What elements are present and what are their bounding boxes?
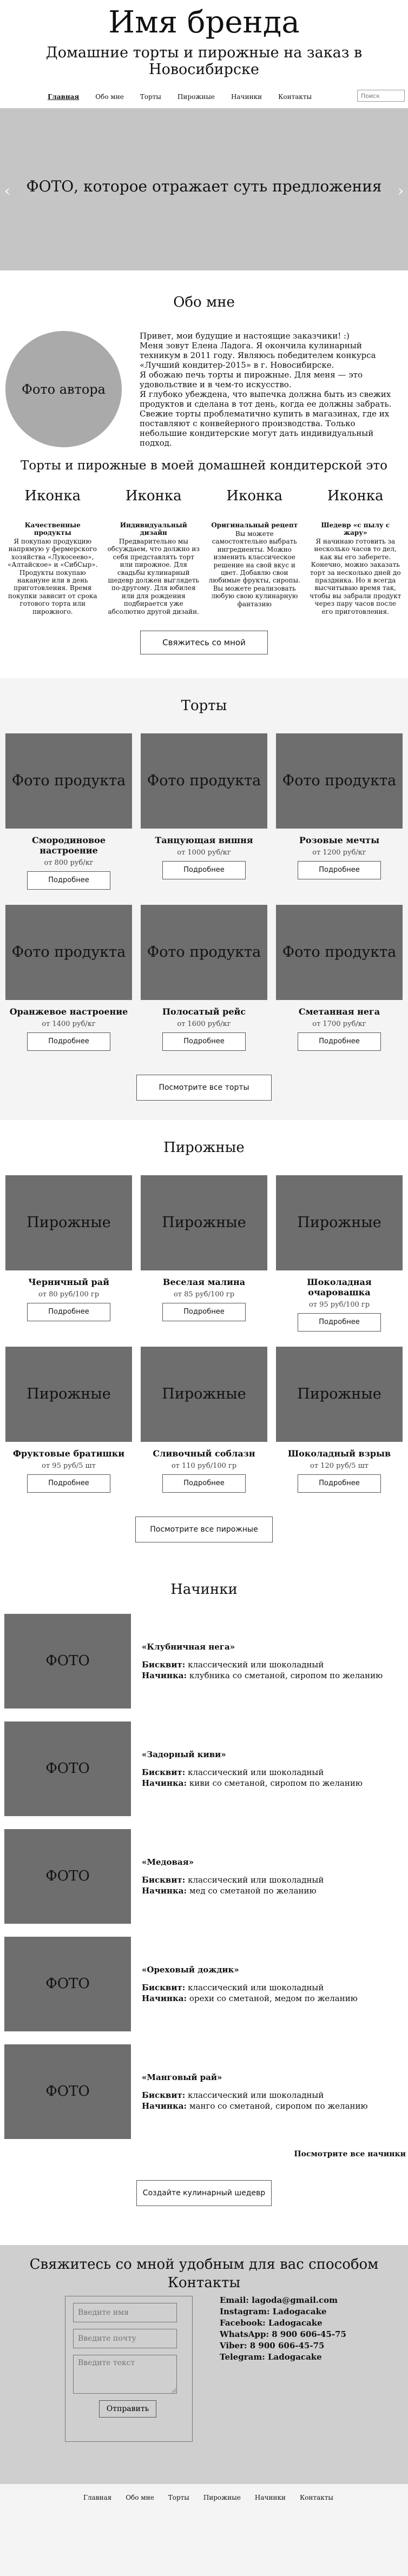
product-price: от 1000 руб/кг: [177, 848, 231, 857]
product-image[interactable]: Пирожные: [276, 1175, 403, 1270]
site-header: [0, 0, 408, 108]
biscuit-label: Бисквит:: [142, 1983, 186, 1993]
filling-value: клубника со сметаной, сиропом по желанию: [189, 1670, 383, 1680]
benefit-heading: Качественные продукты: [24, 521, 81, 537]
product-card: [276, 1175, 403, 1332]
pies-title: Пирожные: [163, 1139, 245, 1156]
filling-name: «Манговый рай»: [142, 2072, 222, 2082]
product-card: [276, 905, 403, 1051]
about-paragraph: Я обожаю печь торты и пирожные. Для меня — это удовольствие и в чем-то искусство.: [140, 370, 363, 389]
filling-label: Начинка:: [142, 1993, 187, 2003]
benefit-heading: Оригинальный рецепт: [211, 521, 298, 529]
filling-image: ФОТО: [4, 1829, 131, 1924]
biscuit-value: классический или шоколадный: [188, 1767, 324, 1778]
nav-link-contacts[interactable]: Контакты: [278, 93, 312, 101]
product-card: [5, 1175, 132, 1332]
product-card: [5, 905, 132, 1051]
site-footer: [0, 2484, 408, 2576]
product-price: от 110 руб/100 гр: [171, 1461, 237, 1470]
biscuit-label: Бисквит:: [142, 2090, 186, 2101]
filling-value: орехи со сметаной, медом по желанию: [189, 1993, 358, 2003]
filling-value: мед со сметаной по желанию: [189, 1885, 317, 1896]
filling-image: ФОТО: [4, 1614, 131, 1708]
product-card: [141, 905, 267, 1051]
footer-link-fillings[interactable]: Начинки: [254, 2493, 286, 2501]
benefits-section: [0, 459, 408, 654]
product-name: Розовые мечты: [299, 835, 380, 845]
main-nav: [0, 87, 408, 108]
details-button[interactable]: Подробнее: [298, 861, 381, 879]
product-price: от 120 руб/5 шт: [310, 1461, 368, 1470]
slider-prev-arrow-icon[interactable]: ‹: [4, 182, 11, 200]
benefit-item: [103, 488, 205, 615]
contact-me-button[interactable]: Свяжитесь со мной: [140, 631, 268, 654]
benefit-description: Я начинаю готовить за несколько часов то дел, как вы его заберете. Конечно, можно заказать торт за несколько дней до праздника. Но я всегда высчитываю время так, чтобы вы забрали продукт через пару часов после его приготовления.: [310, 538, 402, 615]
filling-value: киви со сметаной, сиропом по желанию: [189, 1778, 363, 1788]
product-name: Фруктовые братишки: [12, 1448, 125, 1459]
contact-email[interactable]: Email: lagoda@gmail.com: [220, 2295, 338, 2305]
details-button[interactable]: Подробнее: [298, 1313, 381, 1332]
product-name: Оранжевое настроение: [9, 1006, 128, 1017]
details-button[interactable]: Подробнее: [27, 871, 110, 890]
slider-caption: ФОТО, которое отражает суть предложения: [26, 177, 382, 195]
product-card: [141, 1347, 267, 1493]
product-name: Полосатый рейс: [162, 1006, 246, 1017]
contact-telegram[interactable]: Telegram: Ladogacake: [220, 2352, 322, 2362]
send-button[interactable]: Отправить: [99, 2400, 156, 2418]
contact-facebook[interactable]: Facebook: Ladogacake: [220, 2317, 323, 2328]
filling-item: [0, 1614, 408, 1708]
contacts-subtitle: Свяжитесь со мной удобным для вас способом: [29, 2256, 379, 2273]
tagline: Домашние торты и пирожные на заказ в Новосибирске: [45, 44, 363, 78]
product-image[interactable]: Пирожные: [5, 1175, 132, 1270]
filling-item: [0, 1937, 408, 2031]
filling-label: Начинка:: [142, 2101, 187, 2111]
product-price: от 1200 руб/кг: [312, 848, 366, 857]
product-image[interactable]: Фото продукта: [276, 733, 403, 829]
product-card: [276, 1347, 403, 1493]
filling-item: [0, 1721, 408, 1816]
contact-instagram[interactable]: Instagram: Ladogacake: [220, 2306, 327, 2316]
filling-name: «Медовая»: [142, 1857, 194, 1867]
filling-image: ФОТО: [4, 1721, 131, 1816]
filling-item: [0, 1829, 408, 1924]
product-image[interactable]: Фото продукта: [276, 905, 403, 1000]
contacts-title: [0, 2256, 408, 2293]
product-name: Сметанная нега: [298, 1006, 380, 1017]
product-image[interactable]: Фото продукта: [141, 905, 267, 1000]
filling-name: «Клубничная нега»: [142, 1641, 235, 1652]
fillings-section: [0, 1562, 408, 2226]
filling-label: Начинка:: [142, 1670, 187, 1680]
benefit-item: [305, 488, 406, 615]
benefit-heading: Индивидуальный дизайн: [120, 521, 187, 537]
product-card: [141, 1175, 267, 1332]
product-price: от 85 руб/100 гр: [173, 1290, 235, 1299]
filling-name: «Задорный киви»: [142, 1749, 226, 1759]
product-price: от 95 руб/100 гр: [308, 1300, 370, 1309]
search-input[interactable]: [357, 90, 405, 102]
nav-link-home[interactable]: Главная: [48, 93, 80, 101]
benefit-description: Я покупаю продукцию напрямую у фермерского хозяйства «Лукосеево», «Алтайское» и «СибСыр». Продукты покупаю накануне или в день приготовления. Время покупки зависит от срока готового торта или пирожного.: [7, 538, 98, 615]
biscuit-label: Бисквит:: [142, 1875, 186, 1885]
product-image[interactable]: Фото продукта: [141, 733, 267, 829]
product-image[interactable]: Фото продукта: [5, 905, 132, 1000]
contact-list: [220, 2295, 346, 2363]
cakes-title: Торты: [181, 697, 227, 714]
details-button[interactable]: Подробнее: [27, 1032, 110, 1051]
product-price: от 80 руб/100 гр: [38, 1290, 100, 1299]
contacts-heading: Контакты: [167, 2274, 241, 2291]
biscuit-label: Бисквит:: [142, 1767, 186, 1778]
filling-image: ФОТО: [4, 1937, 131, 2031]
product-card: [276, 733, 403, 890]
fillings-title: Начинки: [170, 1581, 238, 1598]
benefits-title: Торты и пирожные в моей домашней кондитерской это: [21, 459, 387, 473]
product-name: Шоколадная очаровашка: [307, 1276, 372, 1297]
details-button[interactable]: Подробнее: [298, 1032, 381, 1051]
product-price: от 95 руб/5 шт: [42, 1461, 96, 1470]
about-section: [0, 270, 408, 448]
benefit-description: Предварительно мы обсуждаем, что должно из себя представлять торт или пирожное. Для свадьбы кулинарный шедевр должен выглядеть по-другому. Для юбилея или для рождения подбирается уже абсолютно другой дизайн.: [107, 538, 200, 615]
footer-link-contacts[interactable]: Контакты: [299, 2493, 333, 2501]
details-button[interactable]: Подробнее: [162, 861, 246, 879]
email-field[interactable]: [73, 2329, 177, 2348]
details-button[interactable]: Подробнее: [162, 1474, 246, 1493]
details-button[interactable]: Подробнее: [27, 1303, 110, 1321]
product-name: Черничный рай: [28, 1276, 109, 1287]
benefit-item: [204, 488, 305, 615]
filling-name: «Ореховый дождик»: [142, 1964, 239, 1975]
filling-image: ФОТО: [4, 2044, 131, 2139]
product-name: Сливочный соблазн: [153, 1448, 255, 1459]
slider-next-arrow-icon[interactable]: ›: [397, 182, 404, 200]
all-fillings-link[interactable]: Посмотрите все начинки: [294, 2149, 406, 2158]
filling-item: [0, 2044, 408, 2139]
product-price: от 1700 руб/кг: [312, 1019, 366, 1028]
product-image[interactable]: Пирожные: [141, 1347, 267, 1442]
footer-link-pies[interactable]: Пирожные: [203, 2493, 241, 2501]
benefit-heading: Шедевр «с пылу с жару»: [321, 521, 390, 537]
all-cakes-button[interactable]: Посмотрите все торты: [136, 1075, 272, 1101]
product-image[interactable]: Фото продукта: [5, 733, 132, 829]
product-card: [5, 1347, 132, 1493]
filling-value: манго со сметаной, сиропом по желанию: [189, 2101, 368, 2111]
contact-whatsapp[interactable]: WhatsApp: 8 900 606-45-75: [220, 2329, 346, 2339]
nav-link-about[interactable]: Обо мне: [95, 93, 124, 101]
about-text: [140, 331, 404, 448]
filling-label: Начинка:: [142, 1885, 187, 1896]
nav-link-fillings[interactable]: Начинки: [231, 93, 262, 101]
details-button[interactable]: Подробнее: [298, 1474, 381, 1493]
create-masterpiece-button[interactable]: Создайте кулинарный шедевр: [136, 2180, 272, 2206]
product-name: Шоколадный взрыв: [287, 1448, 391, 1459]
all-pies-button[interactable]: Посмотрите все пирожные: [135, 1517, 273, 1542]
nav-link-cakes[interactable]: Торты: [140, 93, 161, 101]
biscuit-value: классический или шоколадный: [188, 2090, 324, 2101]
biscuit-value: классический или шоколадный: [188, 1983, 324, 1993]
benefit-item: [2, 488, 103, 615]
hero-slider: [0, 108, 408, 270]
product-name: Веселая малина: [162, 1276, 246, 1287]
pies-section: [0, 1120, 408, 1562]
product-card: [141, 733, 267, 890]
author-photo: Фото автора: [5, 331, 122, 447]
benefit-icon: Иконка: [327, 488, 384, 504]
about-paragraph: Я глубоко убеждена, что выпечка должна быть из свежих продуктов и сделана в тот день, когда ее должны забрать. Свежие торты проблематично купить в магазинах, где их поставляют с конвейерного производства. Только небольшие кондитерские могут дать индивидуальный подход.: [140, 389, 392, 448]
contacts-section: [0, 2245, 408, 2484]
product-image[interactable]: Пирожные: [5, 1347, 132, 1442]
footer-link-home[interactable]: Главная: [83, 2493, 112, 2501]
name-field[interactable]: [73, 2303, 177, 2322]
benefit-description: Вы можете самостоятельно выбрать ингредиенты. Можно изменить классическое решение на свой вкус и цвет. Добавлю свои любимые фрукты, сиропы. Вы можете реализовать любую свою кулинарную фантазию: [208, 530, 301, 608]
biscuit-label: Бисквит:: [142, 1660, 186, 1670]
benefit-icon: Иконка: [24, 488, 81, 504]
about-title: Обо мне: [173, 294, 235, 310]
filling-label: Начинка:: [142, 1778, 187, 1788]
brand-name: Имя бренда: [108, 5, 300, 40]
details-button[interactable]: Подробнее: [162, 1303, 246, 1321]
contact-form: [65, 2296, 193, 2442]
nav-link-pies[interactable]: Пирожные: [177, 93, 215, 101]
product-price: от 1400 руб/кг: [42, 1019, 96, 1028]
about-paragraph: Меня зовут Елена Ладога. Я окончила кулинарный техникум в 2011 году. Являюсь победителем конкурса «Лучший кондитер-2015» в г. Новосибирске.: [140, 341, 376, 370]
product-image[interactable]: Пирожные: [141, 1175, 267, 1270]
biscuit-value: классический или шоколадный: [188, 1875, 324, 1885]
details-button[interactable]: Подробнее: [27, 1474, 110, 1493]
contact-viber[interactable]: Viber: 8 900 606-45-75: [220, 2340, 325, 2350]
product-image[interactable]: Пирожные: [276, 1347, 403, 1442]
product-card: [5, 733, 132, 890]
product-price: от 800 руб/кг: [44, 858, 94, 867]
about-paragraph: Привет, мои будущие и настоящие заказчики! :): [140, 331, 350, 341]
footer-link-cakes[interactable]: Торты: [168, 2493, 189, 2501]
benefit-icon: Иконка: [125, 488, 182, 504]
cakes-section: [0, 678, 408, 1120]
product-name: Смородиновое настроение: [31, 835, 106, 856]
details-button[interactable]: Подробнее: [162, 1032, 246, 1051]
benefit-icon: Иконка: [226, 488, 283, 504]
message-field[interactable]: [73, 2355, 177, 2394]
product-price: от 1600 руб/кг: [177, 1019, 231, 1028]
product-name: Танцующая вишня: [155, 835, 253, 845]
footer-link-about[interactable]: Обо мне: [126, 2493, 154, 2501]
biscuit-value: классический или шоколадный: [188, 1660, 324, 1670]
